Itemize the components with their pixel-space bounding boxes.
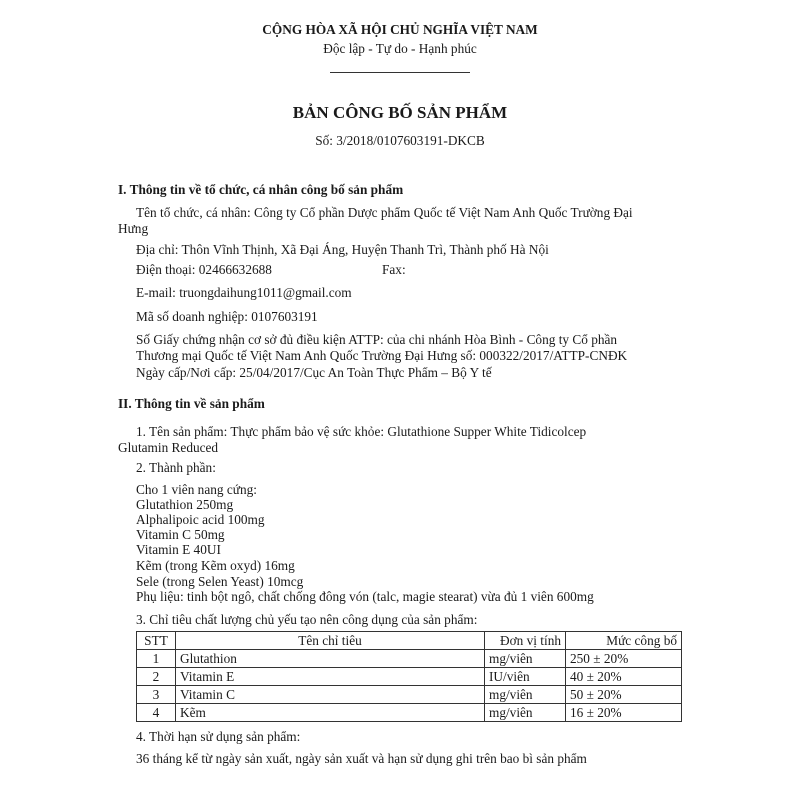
- org-name-cont: Hưng: [118, 221, 149, 236]
- ingredient-line: Sele (trong Selen Yeast) 10mcg: [136, 574, 304, 589]
- table-row: [137, 668, 682, 686]
- phone: Điện thoại: 02466632688: [136, 262, 272, 277]
- cert-line1: Số Giấy chứng nhận cơ sở đủ điều kiện ATTP: của chi nhánh Hòa Bình - Công ty Cổ phần: [136, 332, 618, 347]
- col-header: STT: [137, 632, 176, 650]
- ingredient-line: Vitamin E 40UI: [136, 542, 221, 557]
- section1-heading: I. Thông tin về tổ chức, cá nhân công bố sản phẩm: [118, 182, 404, 197]
- ingredient-line: Kẽm (trong Kẽm oxyd) 16mg: [136, 558, 295, 573]
- tax-code: Mã số doanh nghiệp: 0107603191: [136, 309, 318, 324]
- col-header: Tên chỉ tiêu: [176, 632, 485, 650]
- section2-heading: II. Thông tin về sản phẩm: [118, 396, 265, 411]
- document-title: BẢN CÔNG BỐ SẢN PHẨM: [292, 103, 508, 122]
- cell-value: 250 ± 20%: [566, 650, 682, 668]
- ingredients-heading: 2. Thành phần:: [136, 460, 216, 475]
- email: E-mail: truongdaihung1011@gmail.com: [136, 285, 352, 300]
- ingredient-line: Alphalipoic acid 100mg: [136, 512, 265, 527]
- country-heading: CỘNG HÒA XÃ HỘI CHỦ NGHĨA VIỆT NAM: [262, 22, 538, 37]
- product-name-cont: Glutamin Reduced: [118, 440, 219, 455]
- ingredient-line: Glutathion 250mg: [136, 497, 234, 512]
- fax: Fax:: [382, 262, 406, 277]
- org-name: Tên tổ chức, cá nhân: Công ty Cổ phần Dược phẩm Quốc tế Việt Nam Anh Quốc Trường Đại: [136, 205, 633, 220]
- ingredient-line: Cho 1 viên nang cứng:: [136, 482, 257, 497]
- table-header-row: [137, 632, 682, 650]
- cell-unit: mg/viên: [485, 650, 566, 668]
- table-row: [137, 704, 682, 722]
- cell-stt: 2: [137, 668, 176, 686]
- cert-line2: Thương mại Quốc tế Việt Nam Anh Quốc Trường Đại Hưng số: 000322/2017/ATTP-CNĐK: [136, 348, 628, 363]
- cell-stt: 3: [137, 686, 176, 704]
- cell-unit: IU/viên: [485, 668, 566, 686]
- cell-name: Kẽm: [176, 704, 485, 722]
- shelf-life: 36 tháng kể từ ngày sản xuất, ngày sản xuất và hạn sử dụng ghi trên bao bì sản phẩm: [136, 751, 587, 766]
- cell-value: 50 ± 20%: [566, 686, 682, 704]
- ingredient-line: Vitamin C 50mg: [136, 527, 225, 542]
- document-number: Số: 3/2018/0107603191-DKCB: [315, 133, 485, 148]
- cell-name: Vitamin E: [176, 668, 485, 686]
- table-row: [137, 686, 682, 704]
- col-header: Đơn vị tính: [485, 632, 566, 650]
- cell-stt: 4: [137, 704, 176, 722]
- cell-stt: 1: [137, 650, 176, 668]
- product-name: 1. Tên sản phẩm: Thực phẩm bảo vệ sức khỏe: Glutathione Supper White Tidicolcep: [136, 424, 587, 439]
- ingredient-line: Phụ liệu: tinh bột ngô, chất chống đông vón (talc, magie stearat) vừa đủ 1 viên 600mg: [136, 589, 594, 604]
- shelf-life-heading: 4. Thời hạn sử dụng sản phẩm:: [136, 729, 301, 744]
- cell-name: Vitamin C: [176, 686, 485, 704]
- quality-heading: 3. Chỉ tiêu chất lượng chủ yếu tạo nên công dụng của sản phẩm:: [136, 612, 478, 627]
- cert-date: Ngày cấp/Nơi cấp: 25/04/2017/Cục An Toàn Thực Phẩm – Bộ Y tế: [136, 365, 492, 380]
- divider: [330, 72, 470, 73]
- cell-name: Glutathion: [176, 650, 485, 668]
- table-row: [137, 650, 682, 668]
- motto: Độc lập - Tự do - Hạnh phúc: [323, 41, 477, 56]
- cell-value: 16 ± 20%: [566, 704, 682, 722]
- cell-unit: mg/viên: [485, 686, 566, 704]
- cell-unit: mg/viên: [485, 704, 566, 722]
- col-header: Mức công bố: [566, 632, 682, 650]
- cell-value: 40 ± 20%: [566, 668, 682, 686]
- address: Địa chỉ: Thôn Vĩnh Thịnh, Xã Đại Áng, Huyện Thanh Trì, Thành phố Hà Nội: [136, 242, 549, 257]
- quality-table: [136, 631, 682, 722]
